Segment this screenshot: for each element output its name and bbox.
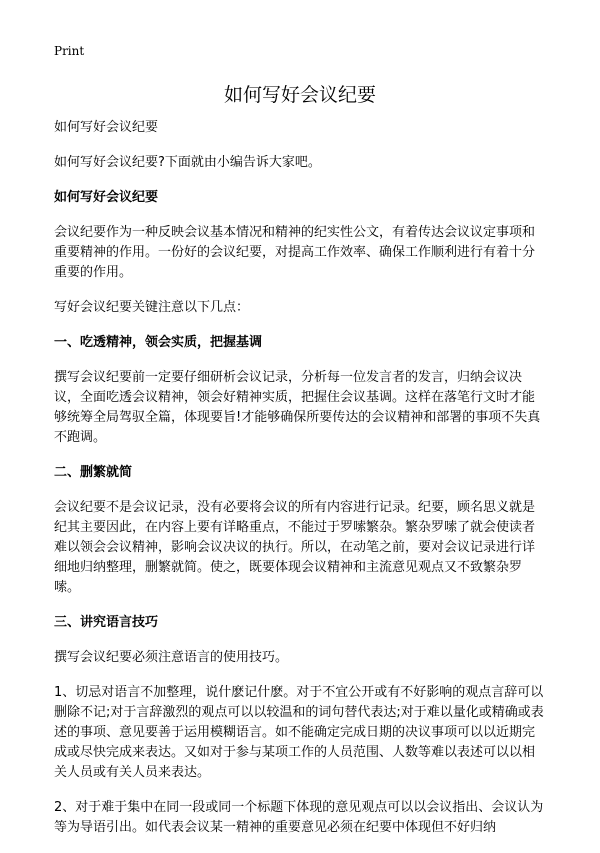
paragraph-1: 会议纪要作为一种反映会议基本情况和精神的纪实性公文，有着传达会议议定事项和重要精神的作用。一份好的会议纪要，对提高工作效率、确保工作顺利进行有着十分重要的作用。 [54, 225, 536, 280]
article-intro: 如何写好会议纪要?下面就由小编告诉大家吧。 [54, 155, 321, 170]
paragraph-7: 2、对于难于集中在同一段或同一个标题下体现的意见观点可以以会议指出、会议认为等为导语引出。如代表会议某一精神的重要意见必须在纪要中体现但不好归纳 [54, 800, 544, 835]
page-title: 如何写好会议纪要 [223, 84, 376, 106]
paragraph-3: 撰写会议纪要前一定要仔细研析会议记录，分析每一位发言者的发言，归纳会议决议，全面吃透会议精神，领会好精神实质，把握住会议基调。这样在落笔行文时才能够统筹全局驾驭全篇，体现要旨!才能够确保所要传达的会议精神和部署的事项不失真不跑调。 [54, 370, 541, 445]
article-subtitle: 如何写好会议纪要 [54, 120, 159, 135]
article-body [54, 118, 546, 853]
section-heading: 如何写好会议纪要 [54, 190, 159, 205]
paragraph-4: 会议纪要不是会议记录，没有必要将会议的所有内容进行记录。纪要，顾名思义就是纪其主要因此，在内容上要有详略重点，不能过于罗嗦繁杂。繁杂罗嗦了就会使读者难以领会会议精神，影响会议决议的执行。所以，在动笔之前，要对会议记录进行详细地归纳整理，删繁就简。使之，既要体现会议精神和主流意见观点又不致繁杂罗嗦。 [54, 500, 536, 595]
heading-3: 三、讲究语言技巧 [54, 615, 159, 630]
paragraph-2: 写好会议纪要关键注意以下几点： [54, 300, 250, 315]
heading-2: 二、删繁就简 [54, 465, 133, 480]
print-link[interactable]: Print [54, 44, 85, 58]
paragraph-6: 1、切忌对语言不加整理，说什麽记什麽。对于不宜公开或有不好影响的观点言辞可以删除不记;对于言辞激烈的观点可以以较温和的词句替代表达;对于难以量化或精确或表述的事项、意见要善于运用模糊语言。如不能确定完成日期的决议事项可以以近期完成或尽快完成来表达。又如对于参与某项工作的人员范围、人数等难以表述可以以相关人员或有关人员来表达。 [54, 685, 544, 780]
paragraph-5: 撰写会议纪要必须注意语言的使用技巧。 [54, 650, 289, 665]
heading-1: 一、吃透精神，领会实质，把握基调 [54, 335, 263, 350]
